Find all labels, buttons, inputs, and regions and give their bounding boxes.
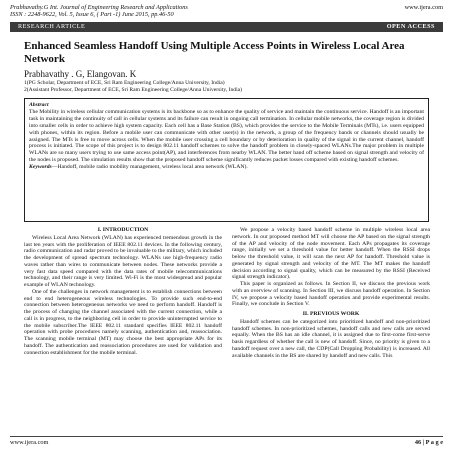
section-heading-previous-work: II. PREVIOUS WORK	[302, 311, 360, 317]
abstract-text: The Mobility in wireless cellular communication systems is its backbone so as to enhance the quality of service and maintain the continuous service. Handoff is an important task in maintaining the continuity of call in cellular systems and its failure can result in ongoing call termination. In cellular mobile networks, the coverage region is divided into smaller cells in order to achieve high system capacity. Each cell has a Base Station (BS), which provides the service to the Mobile Terminals (MTs), i.e. users equipped with phones, within its region. Before a mobile user can communicate with other user(s) in the network, a group of the frequency bands or channels should usually be assigned. The MTs is free to move across cells. When the mobile user crossing a cell boundary or by deterioration in quality of the signal in the current channel, handoff process is initiated. The scope of this project is to design 802.11 handoff schemes to solve the handoff problem in closely-spaced WLANs.The major problem in multiple WLANs are so many users trying to use same access point(AP), and interferences from nearby WLAN. The better hand off scheme based on signal strength and velocity of the nodes is proposed. The simulation results show that the proposed handoff scheme significantly reduces packet losses compared with existing handoff schemes.	[29, 108, 424, 164]
research-article-label: RESEARCH ARTICLE	[18, 23, 86, 30]
open-access-label: OPEN ACCESS	[386, 23, 435, 30]
affiliation-2: 2(Assistant Professor, Department of ECE, Sri Ram Engineering College/Anna University, India)	[24, 87, 242, 93]
journal-header	[10, 4, 443, 19]
paragraph: Handoff schemes can be categorized into prioritized handoff and non-prioritized handoff schemes. In non-prioritized schemes, handoff calls and new calls are served equally. When the BS has an idle channel, it is assigned due to first-come first-serve basis regardless of whether the call is new of handoff. Since, no priority is given to a handoff request over a new call, the CDP(Call Dropping Probability) is increased. All available channels in the BS are shared by handoff and new calls. This	[232, 318, 430, 359]
affiliation-1: 1(PG Scholar, Department of ECE, Sri Ram Engineering College/Anna University, India)	[24, 80, 225, 86]
author-list: Prabhavathy . G, Elangovan. K	[24, 69, 137, 79]
article-type-banner	[10, 22, 443, 32]
footer-divider	[10, 436, 443, 437]
paragraph: One of the challenges in network management is to establish connections between end to end heterogeneous wireless technologies. To provide such end-to-end connection between heterogeneous networks we need to perform handoff. Handoff is the process of changing the channel associated with the current connection, while a call is in progress, to the neighboring cell in order to provide uninterrupted service to the mobile subscriber.The IEEE 802.11 standard specifies IEEE 802.11 handoff operation with probe procedures namely scanning, authentication and, reassociation. The scanning mobile terminal (MT) may choose the best appropriate APs for its handoff. The authentication and reassociation procedures are used for validation and connection establishment for the mobile terminal.	[24, 288, 222, 356]
keywords-text: —Handoff, mobile radio mobility management, wireless local area network (WLAN).	[51, 164, 248, 171]
left-column	[24, 227, 222, 356]
citation-line-2: ISSN : 2248-9622, Vol. 5, Issue 6, ( Part -1) June 2015, pp.46-50	[10, 11, 174, 19]
keywords-line	[29, 164, 424, 171]
footer-website: www.ijera.com	[10, 439, 49, 446]
section-heading-introduction: I. INTRODUCTION	[97, 227, 149, 233]
paragraph: This paper is organized as follows. In Section II, we discuss the previous work with an overview of scanning. In Section III, we discuss handoff operation. In Section IV, we propose a velocity based handoff operation and provide experimental results. Finally, we conclude in Section V.	[232, 281, 430, 308]
citation-line-1: Prabhavathy.G Int. Journal of Engineering Research and Applications	[10, 4, 188, 11]
paragraph: Wireless Local Area Network (WLAN) has experienced tremendous growth in the last ten years with the proliferation of IEEE 802.11 devices. In the following century, radio communication and radar proved to be invaluable to the military, which included the development of spread spectrum technology. WLANs use high-frequency radio waves rather than wires to communicate between nodes. These networks provide a very fast data speed compared with the data rates of mobile telecommunications technology, and their range is very limited. Wi-Fi is the most widespread and popular example of WLAN technology.	[24, 234, 222, 288]
paper-title: Enhanced Seamless Handoff Using Multiple Access Points in Wireless Local Area Network	[24, 40, 405, 65]
page-footer	[10, 439, 443, 446]
affiliations	[24, 80, 242, 94]
right-column	[232, 227, 430, 359]
keywords-label: Keywords	[29, 164, 52, 171]
abstract-heading: Abstract	[29, 102, 49, 108]
page-number: 46 | P a g e	[414, 439, 443, 446]
paragraph: We propose a velocity based handoff scheme in multiple wireless local area network. In our proposed method MT will choose the AP based on the signal strength of the AP and velocity of the node movement. Each APs propagates its coverage range, initially we set a threshold value for better handoff. When the RSSI drops below the threshold value, it will scan the next AP for handoff. Threshold value is generated by signal strength and velocity of the MT. The MT makes the handoff decision according to signal quality, which can be measured by the RSSI (Received signal strength indicator).	[232, 227, 430, 281]
abstract-box	[24, 98, 429, 222]
header-website: www.ijera.com	[404, 4, 443, 11]
